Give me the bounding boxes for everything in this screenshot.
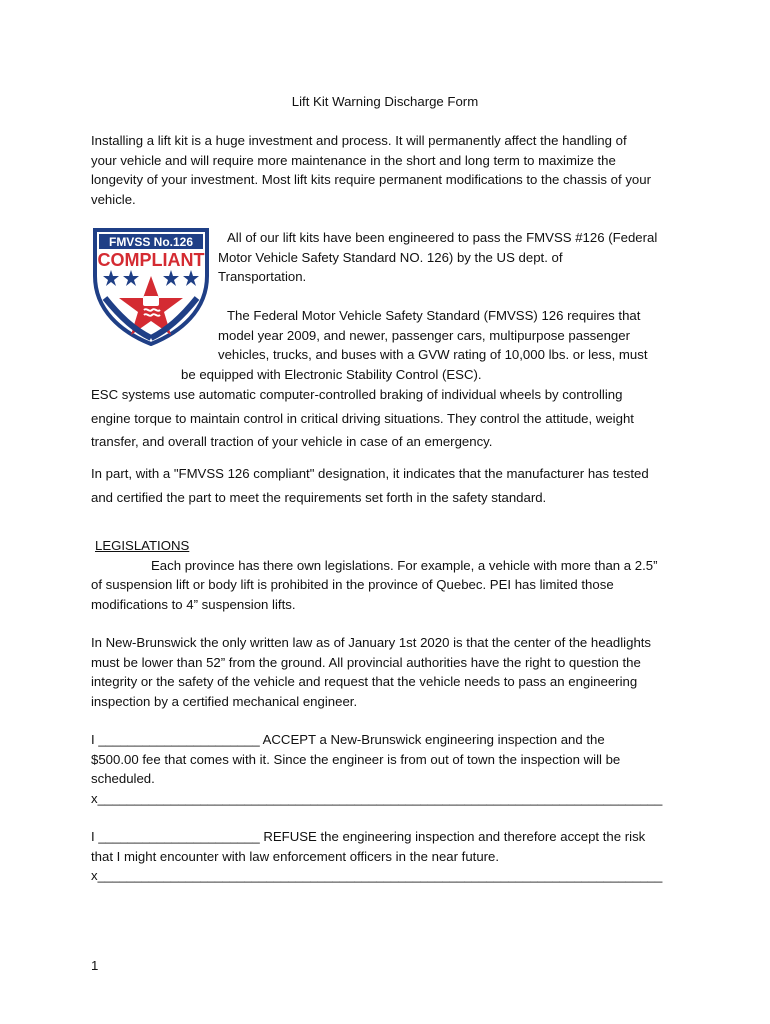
compliant-paragraph [91, 462, 691, 509]
text-line: that I might encounter with law enforcement officers in the near future. [91, 848, 500, 864]
text-line: vehicle. [91, 191, 136, 207]
text-line: and certified the part to meet the requirements set forth in the safety standard. [91, 489, 547, 505]
text-line: of suspension lift or body lift is prohibited in the province of Quebec. PEI has limited those [91, 577, 614, 592]
esc-paragraph [91, 383, 691, 454]
badge-line1: FMVSS No.126 [108, 235, 194, 249]
text-line: integrity or the safety of the vehicle and request that the vehicle needs to pass an engineering [91, 674, 638, 689]
text-line: inspection by a certified mechanical engineer. [91, 693, 358, 709]
legislations-heading: LEGISLATIONS [95, 538, 190, 553]
refuse-signature-field[interactable]: x_____________________________________________________________________________ [91, 868, 663, 883]
text-line: In part, with a "FMVSS 126 compliant" designation, it indicates that the manufacturer has tested [91, 466, 649, 481]
accept-section [91, 730, 691, 808]
legislations-section [91, 536, 691, 614]
page-number: 1 [91, 958, 99, 973]
text-line: Each province has there own legislations. For example, a vehicle with more than a 2.5” [151, 557, 658, 573]
text-line: In New-Brunswick the only written law as of January 1st 2020 is that the center of the headlights [91, 635, 652, 650]
text-line: The Federal Motor Vehicle Safety Standard (FMVSS) 126 requires that [227, 308, 641, 323]
fmvss-paragraph [218, 228, 688, 287]
text-line: ESC systems use automatic computer-controlled braking of individual wheels by controlling [91, 387, 623, 402]
text-line: engine torque to maintain control in critical driving situations. They control the attitude, weight [91, 410, 634, 426]
document-title: Lift Kit Warning Discharge Form [291, 94, 479, 109]
accept-signature-field[interactable]: x_____________________________________________________________________________ [91, 790, 663, 806]
refuse-section [91, 827, 691, 886]
badge-line2: COMPLIANT [97, 250, 205, 270]
text-line: must be lower than 52” from the ground. All provincial authorities have the right to question the [91, 654, 641, 670]
text-line: vehicles, trucks, and buses with a GVW rating of 10,000 lbs. or less, must [218, 347, 648, 362]
accept-name-field[interactable]: I ______________________ ACCEPT a New-Brunswick engineering inspection and the [91, 732, 605, 747]
text-line: longevity of your investment. Most lift kits require permanent modifications to the chassis of your [91, 172, 651, 187]
text-line: transfer, and overall traction of your vehicle in case of an emergency. [91, 434, 493, 449]
text-line: Motor Vehicle Safety Standard NO. 126) by the US dept. of [218, 249, 563, 265]
standard-paragraph [181, 306, 688, 384]
text-line: model year 2009, and newer, passenger cars, multipurpose passenger [218, 327, 630, 343]
intro-paragraph [91, 131, 691, 209]
new-brunswick-paragraph [91, 633, 691, 711]
refuse-name-field[interactable]: I ______________________ REFUSE the engineering inspection and therefore accept the risk [91, 829, 646, 844]
fmvss-compliant-badge-icon [91, 228, 211, 346]
text-line: All of our lift kits have been engineered to pass the FMVSS #126 (Federal [227, 230, 658, 245]
text-line: your vehicle and will require more maintenance in the short and long term to maximize the [91, 152, 616, 168]
text-line: $500.00 fee that comes with it. Since the engineer is from out of town the inspection will be [91, 751, 621, 767]
text-line: scheduled. [91, 771, 155, 786]
text-line: Installing a lift kit is a huge investment and process. It will permanently affect the handling of [91, 133, 627, 148]
text-line: Transportation. [218, 269, 307, 284]
text-line: be equipped with Electronic Stability Control (ESC). [181, 366, 482, 382]
text-line: modifications to 4” suspension lifts. [91, 596, 296, 612]
